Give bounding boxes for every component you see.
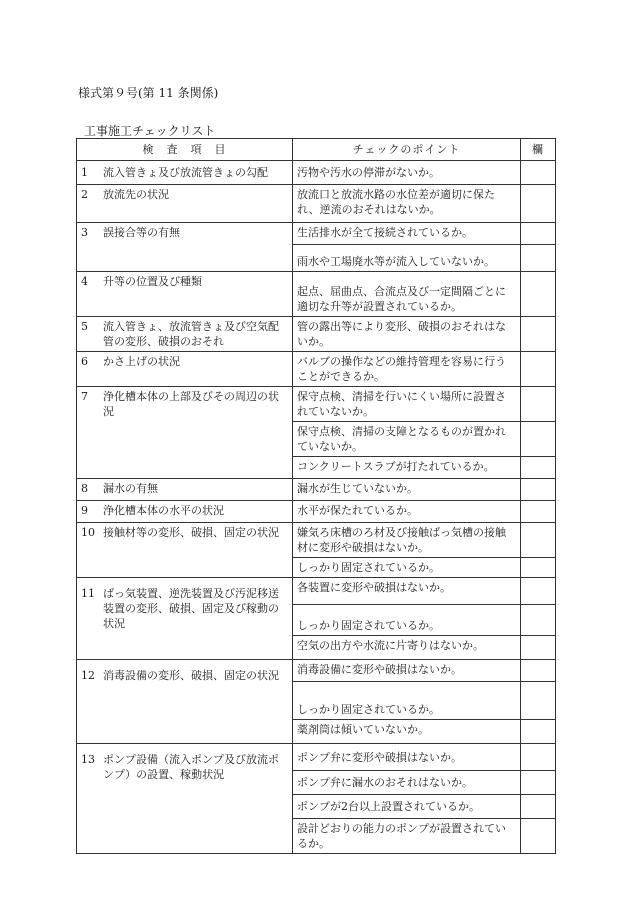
table-row (77, 317, 556, 352)
item-label: ばっ気装置、逆洗装置及び汚泥移送装置の変形、破損、固定及び稼動の状況 (103, 587, 279, 630)
check-point: 保守点検、清掃の支障となるものが置かれていないか。 (293, 422, 521, 457)
check-box-cell[interactable] (521, 185, 556, 223)
check-point: バルブの操作などの維持管理を容易に行うことができるか。 (293, 352, 521, 387)
check-point: 嫌気ろ床槽のろ材及び接触ばっ気槽の接触材に変形や破損はないか。 (293, 523, 521, 558)
check-box-cell[interactable] (521, 558, 556, 578)
check-point: 雨水や工場廃水等が流入していないか。 (293, 245, 521, 272)
check-box-cell[interactable] (521, 720, 556, 744)
item-label: 流入管きょ、放流管きょ及び空気配管の変形、破損のおそれ (103, 320, 279, 348)
check-box-cell[interactable] (521, 457, 556, 479)
item-label: 漏水の有無 (103, 482, 158, 495)
item-cell (77, 501, 293, 523)
item-cell (77, 317, 293, 352)
table-row (77, 660, 556, 682)
table-row (77, 578, 556, 605)
item-number: 13 (81, 753, 95, 766)
item-cell (77, 523, 293, 578)
item-cell (77, 479, 293, 501)
check-point: 設計どおりの能力のポンプが設置されているか。 (293, 819, 521, 854)
item-number: 9 (81, 504, 88, 517)
check-point: 各装置に変形や破損はないか。 (293, 578, 521, 605)
table-row (77, 223, 556, 245)
item-label: 升等の位置及び種類 (103, 275, 202, 288)
table-row (77, 161, 556, 185)
item-number: 6 (81, 355, 88, 368)
check-point: ポンプ弁に漏水のおそれはないか。 (293, 771, 521, 795)
check-box-cell[interactable] (521, 161, 556, 185)
table-row (77, 523, 556, 558)
check-point: 生活排水が全て接続されているか。 (293, 223, 521, 245)
item-cell (77, 660, 293, 744)
check-point: 水平が保たれているか。 (293, 501, 521, 523)
check-box-cell[interactable] (521, 317, 556, 352)
header-inspection-item: 検 査 項 目 (77, 139, 293, 161)
check-box-cell[interactable] (521, 479, 556, 501)
item-cell (77, 161, 293, 185)
item-number: 7 (81, 390, 88, 403)
table-row (77, 387, 556, 422)
check-box-cell[interactable] (521, 660, 556, 682)
check-point: 保守点検、清掃を行いにくい場所に設置されていないか。 (293, 387, 521, 422)
item-number: 11 (81, 587, 95, 600)
check-point: 薬剤筒は傾いていないか。 (293, 720, 521, 744)
item-number: 4 (81, 275, 88, 288)
item-label: 浄化槽本体の水平の状況 (103, 504, 224, 517)
table-row (77, 185, 556, 223)
check-box-cell[interactable] (521, 819, 556, 854)
item-number: 8 (81, 482, 88, 495)
check-point: 漏水が生じていないか。 (293, 479, 521, 501)
item-label: 放流先の状況 (103, 188, 169, 201)
table-row (77, 744, 556, 771)
item-number: 12 (81, 669, 95, 682)
item-cell (77, 387, 293, 479)
check-point: 空気の出方や水流に片寄りはないか。 (293, 636, 521, 660)
check-box-cell[interactable] (521, 223, 556, 245)
check-box-cell[interactable] (521, 272, 556, 317)
check-box-cell[interactable] (521, 352, 556, 387)
item-cell (77, 185, 293, 223)
check-point: しっかり固定されているか。 (293, 558, 521, 578)
check-box-cell[interactable] (521, 578, 556, 605)
check-box-cell[interactable] (521, 523, 556, 558)
check-point: 消毒設備に変形や破損はないか。 (293, 660, 521, 682)
item-number: 1 (81, 166, 88, 179)
header-check-column: 欄 (521, 139, 556, 161)
item-number: 5 (81, 320, 88, 333)
check-point: しっかり固定されているか。 (293, 682, 521, 720)
check-point: しっかり固定されているか。 (293, 605, 521, 636)
item-cell (77, 744, 293, 854)
check-box-cell[interactable] (521, 422, 556, 457)
item-label: 接触材等の変形、破損、固定の状況 (103, 526, 279, 539)
check-point: 放流口と放流水路の水位差が適切に保たれ、逆流のおそれはないか。 (293, 185, 521, 223)
item-cell (77, 352, 293, 387)
check-box-cell[interactable] (521, 387, 556, 422)
item-cell (77, 272, 293, 317)
check-box-cell[interactable] (521, 744, 556, 771)
check-box-cell[interactable] (521, 501, 556, 523)
table-header-row (77, 139, 556, 161)
checklist-table (76, 138, 556, 854)
table-row (77, 501, 556, 523)
table-row (77, 352, 556, 387)
item-label: 誤接合等の有無 (103, 226, 180, 239)
form-number: 様式第９号(第 11 条関係) (78, 86, 219, 100)
item-label: 浄化槽本体の上部及びその周辺の状況 (103, 390, 279, 418)
item-cell (77, 223, 293, 272)
check-point: 汚物や汚水の停滞がないか。 (293, 161, 521, 185)
table-row (77, 272, 556, 317)
check-point: 管の露出等により変形、破損のおそれはないか。 (293, 317, 521, 352)
check-box-cell[interactable] (521, 682, 556, 720)
check-box-cell[interactable] (521, 245, 556, 272)
item-label: 消毒設備の変形、破損、固定の状況 (103, 669, 279, 682)
item-label: 流入管きょ及び放流管きょの勾配 (103, 166, 268, 179)
check-point: ポンプが2台以上設置されているか。 (293, 795, 521, 819)
check-box-cell[interactable] (521, 795, 556, 819)
item-number: 3 (81, 226, 88, 239)
item-cell (77, 578, 293, 660)
check-box-cell[interactable] (521, 636, 556, 660)
check-box-cell[interactable] (521, 605, 556, 636)
table-row (77, 479, 556, 501)
item-number: 10 (81, 526, 95, 539)
check-box-cell[interactable] (521, 771, 556, 795)
item-label: かさ上げの状況 (103, 355, 180, 368)
document-title: 工事施工チェックリスト (84, 124, 216, 138)
check-point: コンクリートスラブが打たれているか。 (293, 457, 521, 479)
header-check-point: チェックのポイント (293, 139, 521, 161)
check-point: 起点、屈曲点、合流点及び一定間隔ごとに適切な升等が設置されているか。 (293, 272, 521, 317)
item-label: ポンプ設備（流入ポンプ及び放流ポンプ）の設置、稼動状況 (103, 753, 279, 781)
item-number: 2 (81, 188, 88, 201)
check-point: ポンプ弁に変形や破損はないか。 (293, 744, 521, 771)
